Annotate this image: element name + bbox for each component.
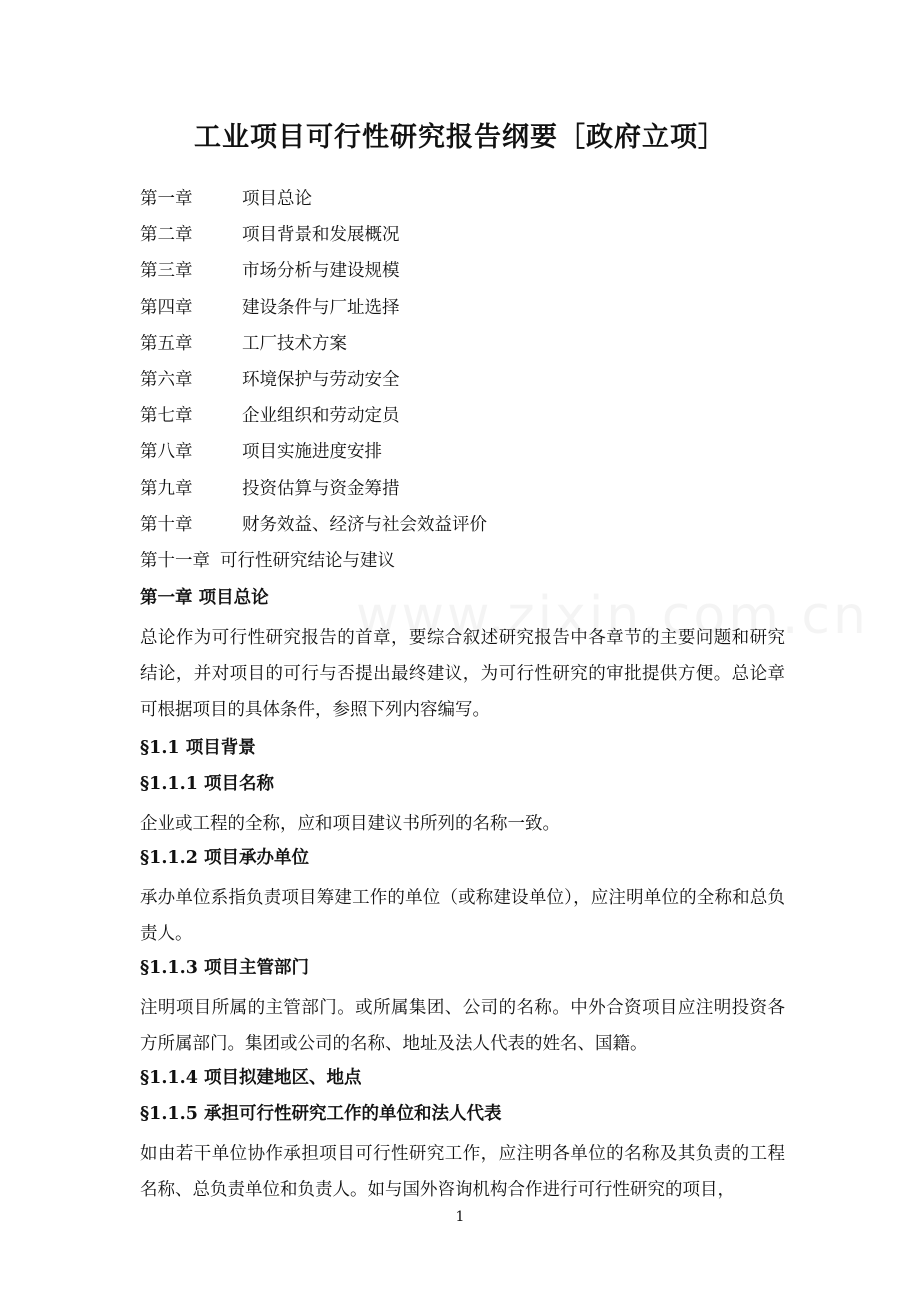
toc-item [140, 547, 800, 583]
toc-chapter-title: 投资估算与资金筹措 [242, 478, 400, 499]
chapter-heading: 第一章 项目总论 [140, 588, 269, 608]
document-body [140, 584, 785, 1208]
toc-chapter-number: 第五章 [140, 333, 193, 354]
subsection-heading: §1.1.5 承担可行性研究工作的单位和法人代表 [140, 1104, 502, 1124]
toc-item [140, 366, 800, 402]
toc-chapter-title: 建设条件与厂址选择 [242, 297, 400, 318]
toc-chapter-title: 工厂技术方案 [242, 333, 347, 354]
toc-item [140, 475, 800, 511]
subsection-heading: §1.1.4 项目拟建地区、地点 [140, 1068, 362, 1088]
section-heading: §1.1 项目背景 [140, 738, 256, 758]
toc-chapter-number: 第一章 [140, 189, 193, 209]
paragraph: 企业或工程的全称，应和项目建议书所列的名称一致。 [140, 814, 560, 834]
subsection-heading: §1.1.2 项目承办单位 [140, 848, 309, 868]
toc-item [140, 402, 800, 438]
toc-chapter-title: 环境保护与劳动安全 [242, 369, 400, 390]
paragraph: 总论作为可行性研究报告的首章，要综合叙述研究报告中各章节的主要问题和研究结论，并对项目的可行与否提出最终建议，为可行性研究的审批提供方便。总论章可根据项目的具体条件，参照下列内容编写。 [140, 628, 785, 720]
paragraph: 如由若干单位协作承担项目可行性研究工作，应注明各单位的名称及其负责的工程名称、总负责单位和负责人。如与国外咨询机构合作进行可行性研究的项目， [140, 1144, 785, 1200]
toc-item [140, 511, 800, 547]
toc-chapter-title: 项目总论 [242, 189, 312, 209]
toc-chapter-title: 市场分析与建设规模 [242, 261, 400, 282]
toc-chapter-number: 第二章 [140, 225, 193, 246]
page-number: 1 [455, 1209, 465, 1225]
toc-chapter-title: 项目背景和发展概况 [242, 225, 400, 246]
toc-chapter-number: 第七章 [140, 406, 193, 427]
table-of-contents [140, 185, 800, 583]
toc-chapter-number: 第三章 [140, 261, 193, 282]
toc-item [140, 438, 800, 474]
toc-chapter-number: 第八章 [140, 442, 193, 463]
paragraph: 注明项目所属的主管部门。或所属集团、公司的名称。中外合资项目应注明投资各方所属部门。集团或公司的名称、地址及法人代表的姓名、国籍。 [140, 998, 785, 1054]
subsection-heading: §1.1.3 项目主管部门 [140, 958, 309, 978]
toc-item [140, 330, 800, 366]
toc-chapter-number: 第四章 [140, 297, 193, 318]
toc-chapter-number: 第九章 [140, 478, 193, 499]
toc-chapter-title: 项目实施进度安排 [242, 442, 382, 463]
toc-chapter-number: 第十章 [140, 514, 193, 535]
toc-chapter-title: 财务效益、经济与社会效益评价 [242, 514, 487, 535]
toc-item [140, 185, 800, 221]
toc-chapter-number: 第十一章 [140, 550, 210, 571]
toc-item [140, 221, 800, 257]
subsection-heading: §1.1.1 项目名称 [140, 774, 274, 794]
toc-item [140, 257, 800, 293]
page-title: 工业项目可行性研究报告纲要［政府立项］ [194, 122, 726, 153]
toc-chapter-title: 可行性研究结论与建议 [220, 550, 395, 571]
toc-chapter-title: 企业组织和劳动定员 [242, 406, 400, 427]
toc-chapter-number: 第六章 [140, 369, 193, 390]
toc-item [140, 294, 800, 330]
paragraph: 承办单位系指负责项目筹建工作的单位（或称建设单位），应注明单位的全称和总负责人。 [140, 888, 785, 944]
